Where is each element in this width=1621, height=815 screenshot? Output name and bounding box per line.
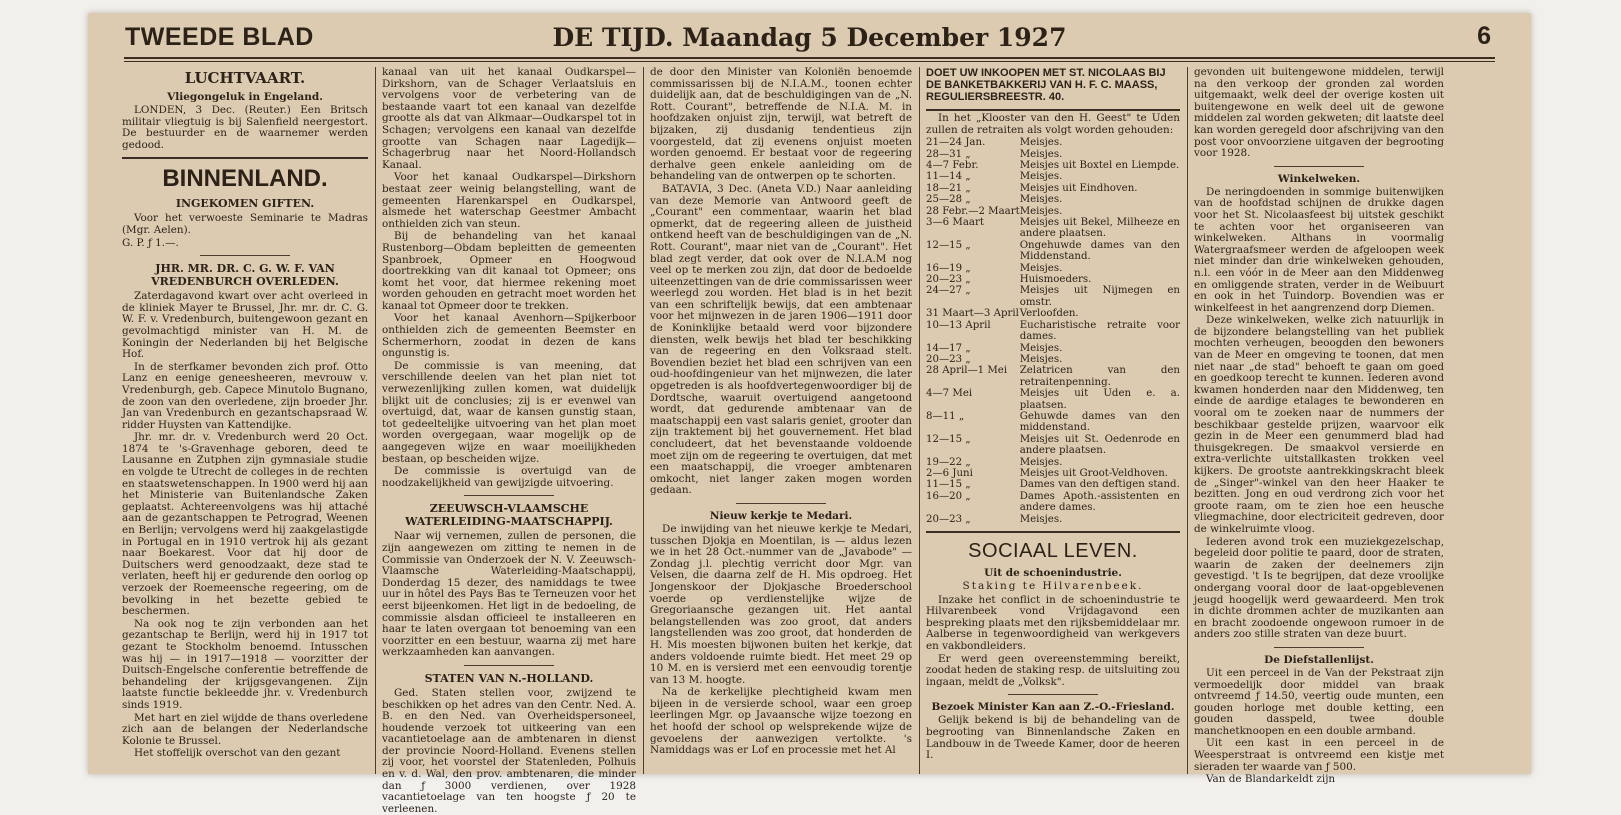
zeeuwsch-paragraph: Naar wij vernemen, zullen de personen, die zijn aangewezen om zitting te nemen in de Commissie van Onderzoek der N. V. Zeeuwsch-Vlaamsche Waterleiding-Maatschappij, Donderdag 15 dezer, des namiddags te twee uur in hôtel des Pays Bas te Terneuzen voor het eerst bijeenkomen. Het ligt in de bedoeling, de commissie alsdan officieel te installeeren en haar te laten overgaan tot benoeming van een voorzitter en een bestuur, waarna zij met hare werkzaamheden kan aanvangen.	[382, 530, 636, 659]
minister-heading: Bezoek Minister Kan aan Z.-O.-Friesland.	[931, 701, 1175, 714]
schedule-description: Gehuwde dames van den middenstand.	[1019, 410, 1180, 434]
column-4	[926, 67, 1180, 774]
column-separator	[1187, 67, 1188, 774]
diefstal-paragraph: Uit een kast in een perceel in de Weesperstraat is ontvreemd een kistje met sieraden ter waarde van ƒ 500.	[1194, 737, 1444, 773]
retraite-schedule	[926, 137, 1180, 525]
schedule-description: Huismoeders.	[1019, 274, 1092, 286]
schedule-date: 16—20 „	[926, 490, 971, 502]
schedule-row	[926, 343, 1180, 354]
staten-heading: STATEN VAN N.-HOLLAND.	[424, 671, 594, 685]
schedule-row	[926, 491, 1180, 514]
schedule-description: Meisjes.	[1019, 342, 1063, 354]
sociaal-paragraph: Inzake het conflict in de schoenindustrie te Hilvarenbeek vond Vrijdagavond een bespreking plaats met den rijksbemiddelaar mr. Aalberse in tegenwoordigheid van werkgevers en vakbondleiders.	[926, 593, 1180, 652]
zeeuwsch-heading: ZEEUWSCH-VLAAMSCHE WATERLEIDING-MAATSCHAPPIJ.	[405, 502, 613, 529]
schedule-date: 2—6 Juni	[926, 467, 973, 479]
schedule-description: Meisjes uit St. Oedenrode en andere plaatsen.	[1019, 433, 1180, 457]
schedule-row	[926, 171, 1180, 182]
schedule-date: 4—7 Mei	[926, 388, 973, 400]
schedule-row	[926, 206, 1180, 217]
newspaper-page	[88, 13, 1531, 815]
schedule-date: 11—14 „	[926, 171, 971, 183]
schedule-description: Meisjes uit Boxtel en Liempde.	[1019, 160, 1180, 171]
column-5	[1194, 66, 1444, 786]
schedule-description: Meisjes uit Groot-Veldhoven.	[1019, 467, 1169, 479]
schedule-description: Dames van den deftigen stand.	[1019, 479, 1180, 491]
vredenburch-paragraph: Jhr. mr. dr. v. Vredenburch werd 20 Oct. 1874 te 's-Gravenhage geboren, deed te Lausanne en Zutphen zijn gymnasiale studie en volgde te Utrecht de colleges in de rechten en staatswetenschappen. In 1900 werd hij aan het Ministerie van Buitenlandsche Zaken geplaatst. Achtereenvolgens was hij attaché aan de gezantschappen te Petrograd, Weenen en Berlijn; vervolgens werd hij zaakgelastigde in Portugal en in 1910 vertrok hij als gezant naar Boekarest. Voor dat hij door de Duitschers werd genoodzaakt, deze stad te verlaten, heeft hij er gedurende den oorlog op verzoek der Roemeensche regeering, om de bevolking in het bezette gebied te beschermen.	[122, 431, 368, 618]
schedule-row	[926, 194, 1180, 205]
schedule-date: 28 April—1 Mei	[926, 365, 1008, 377]
vredenburch-paragraph: Het stoffelijk overschot van den gezant	[134, 747, 341, 760]
giften-heading: INGEKOMEN GIFTEN.	[175, 197, 315, 211]
winkelweken-paragraph: Deze winkelweken, welke zich natuurlijk in de bijzondere belangstelling van het publiek mochten verheugen, beoogden den bewoners van de Meer en omgeving te toonen, dat men niet naar „de stad" behoeft te gaan om goed en goedkoop terecht te kunnen. Iederen avond kwamen honderden naar den Middenweg, ten einde de aardige etalages te bewonderen en vooral om te zoeken naar de nummers der beschikbaar gestelde prijzen, waarvoor elk gezin in de Meer een genummerd blad had thuisgekregen. De smaakvol versierde en extra-verlichte uitstallkasten trokken veel kijkers. De grootste aantrekkingskracht bleek de „Singer"-winkel van den heer Haaker te bezitten. Jong en oud verdrong zich voor het groote raam, om te zien hoe een heusche vliegmachine, door electriciteit gedreven, door de winkelruimte vloog.	[1194, 314, 1444, 535]
schedule-date: 20—23 „	[926, 353, 971, 365]
kanaal-paragraph: De commissie is overtuigd van de noodzakelijkheid van gewijzigde uitvoering.	[382, 465, 636, 489]
luchtvaart-subheading: Vliegongeluk in Engeland.	[167, 91, 323, 103]
schedule-description: Verloofden.	[1019, 308, 1079, 320]
kerkje-heading: Nieuw kerkje te Medari.	[709, 509, 853, 522]
diefstal-paragraph: Van de Blandarkeldt zijn	[1206, 773, 1336, 786]
schedule-date: 20—23 „	[926, 513, 971, 525]
schedule-row	[926, 308, 1180, 319]
schedule-date: 12—15 „	[926, 433, 971, 445]
schedule-row	[926, 274, 1180, 285]
column-2	[382, 66, 636, 815]
schedule-date: 31 Maart—3 April	[926, 308, 1019, 320]
schedule-description: Meisjes.	[1019, 137, 1063, 149]
column-separator	[375, 67, 376, 774]
kerkje-paragraph: De inwijding van het nieuwe kerkje te Medari, tusschen Djokja en Moentilan, is — aldus lezen we in het 28 Oct.-nummer van de „Javabode" — Zondag j.l. plechtig verricht door Mgr. van Velsen, die daarna zelf de H. Mis opdroeg. Het Jongenskoor der Djokjasche Broederschool voerde op verdienstelijke wijze de Gregoriaansche gezangen uit. Het aantal belangstellenden was zoo groot, dat anders langstellenden was zoo groot, dat honderden de H. Mis moesten bijwonen buiten het kerkje, dat anders voldoende ruimte biedt. Het meet 29 op 10 M. en is versierd met een eenvoudig torentje van 13 M. hoogte.	[650, 522, 912, 686]
schedule-description: Zelatricen van den retraitenpenning.	[1019, 365, 1180, 388]
vredenburch-paragraph: Met hart en ziel wijdde de thans overledene zich aan de belangen der Nederlandsche Kolonie te Brussel.	[122, 711, 368, 747]
section-divider	[122, 157, 368, 159]
schedule-description: Meisjes.	[1019, 262, 1063, 274]
binnenland-heading: BINNENLAND.	[162, 165, 328, 193]
schedule-date: 12—15 „	[926, 239, 971, 251]
kanaal-paragraph: De commissie is van meening, dat verschillende deelen van het plan niet tot verwezenlijking zullen komen, wat duidelijk blijkt uit de conclusies; zij is er evenwel van overtuigd, dat, waar de kansen gunstig staan, tot gedeeltelijke uitvoering van het plan moet worden overgegaan, waar mogelijk op de aangegeven wijze en waar moeilijkheden bestaan, op bescheiden wijze.	[382, 359, 636, 465]
luchtvaart-heading: LUCHTVAART.	[184, 69, 306, 87]
luchtvaart-article: LONDEN, 3 Dec. (Reuter.) Een Britsch militair vliegtuig is bij Salenfield neergestort. De bestuurder en de waarnemer werden gedood.	[122, 104, 368, 151]
article-divider	[1274, 166, 1364, 167]
diefstal-heading: De Diefstallenlijst.	[1264, 653, 1374, 666]
schedule-row	[926, 149, 1180, 160]
schedule-row	[926, 217, 1180, 240]
winkelweken-paragraph: Iederen avond trok een muziekgezelschap, begeleid door politie te paard, door de straten, waarin de zaken der deelnemers zijn gevestigd. 't Is te begrijpen, dat deze vroolijke ondergang vooral door de laat-opgeblevenen jeugd hoogelijk werd gewaardeerd. Men trok in dichte drommen achter de muzikanten aan en bracht zoodoende ongewoon rumoer in de anders zoo stille straten van deze buurt.	[1194, 535, 1444, 641]
schedule-description: Meisjes.	[1019, 513, 1063, 525]
advertisement-banner: DOET UW INKOOPEN MET ST. NICOLAAS BIJ DE BANKETBAKKERIJ VAN H. F. C. MAASS, REGULIERSBREESTR. 40.	[926, 67, 1166, 103]
schedule-row	[926, 434, 1180, 457]
giften-amount: G. P. ƒ 1.—.	[122, 236, 179, 249]
newspaper-title-date: DE TIJD. Maandag 5 December 1927	[552, 23, 1067, 52]
kolonien-paragraph: de door den Minister van Koloniën benoemde commissarissen bij de N.I.A.M., toonen echter duidelijk aan, dat de beschuldigingen van de „N. Rott. Courant", betreffende de N.I.A. M. in hoofdzaken onjuist zijn, terwijl, wat betreft de bijzaken, zij dusdanig tendentieus zijn voorgesteld, dat zij evenens onjuist moeten worden genoemd. Er bestaat voor de regeering derhalve geen enkele aanleiding om de behandeling van de ontwerpen op te schorten.	[650, 66, 912, 183]
schedule-row	[926, 285, 1180, 308]
kanaal-paragraph: Voor het kanaal Oudkarspel—Dirkshorn bestaat zeer weinig belangstelling, want de gemeenten Harenkarspel en Oudkarspel, alsmede het waterschap Geestmer Ambacht onthielden zich van steun.	[382, 171, 636, 230]
section-divider	[926, 531, 1180, 533]
schoenindustrie-heading: Uit de schoenindustrie.	[984, 567, 1122, 579]
schedule-date: 4—7 Febr.	[926, 160, 979, 171]
kanaal-paragraph: Bij de behandeling van het kanaal Rustenborg—Obdam bepleitten de gemeenten Spanbroek, Opmeer en Hoogwoud doortrekking van dit kanaal tot Opmeer; ons komt het voor, dat hiermee rekening moet worden gehouden en getracht moet worden het kanaal tot Opmeer door te trekken.	[382, 230, 636, 312]
schedule-description: Meisjes.	[1019, 194, 1063, 206]
schedule-row	[926, 365, 1180, 388]
schedule-date: 21—24 Jan.	[926, 137, 986, 149]
masthead	[88, 13, 1531, 57]
schedule-date: 16—19 „	[926, 262, 971, 274]
kanaal-paragraph: Voor het kanaal Avenhorn—Spijkerboor onthielden zich de gemeenten Beemster en Schermerhorn, zoodat in dezen de kans ongunstig is.	[382, 312, 636, 360]
staten-paragraph: Ged. Staten stellen voor, zwijzend te beschikken op het adres van den Centr. Ned. A. B. en den Ned. van Overheidspersoneel, houdende verzoek tot uitkeering van een vacantietoelage aan de ambtenaren in dienst der provincie Noord-Holland. Evenens stellen zij voor, het voorstel der Statenleden, Polhuis en v. d. Wal, den prov. ambtenaren, die minder dan ƒ 3000 verdienen, over 1928 vacantietoelage van ten hoogste ƒ 20 te verleenen.	[382, 686, 636, 815]
schedule-description: Meisjes.	[1019, 171, 1063, 183]
schedule-date: 28 Febr.—2 Maart	[926, 205, 1020, 217]
minister-paragraph: Gelijk bekend is bij de behandeling van de begrooting van Binnenlandsche Zaken en Landbouw in de Tweede Kamer, door de heeren I.	[926, 714, 1180, 762]
schedule-date: 25—28 „	[926, 194, 971, 206]
masthead-rule	[124, 57, 1495, 59]
vredenburch-heading: JHR. MR. DR. C. G. W. F. VAN VREDENBURCH OVERLEDEN.	[151, 262, 339, 289]
schedule-row	[926, 354, 1180, 365]
schedule-description: Meisjes.	[1019, 205, 1063, 217]
vredenburch-paragraph: Na ook nog te zijn verbonden aan het gezantschap te Berlijn, werd hij in 1917 tot gezant te Stockholm benoemd. Intusschen was hij — in 1917—1918 — voorzitter der Duitsch-Engelsche conferentie betreffende de behandeling der krijgsgevangenen. Zijn laatste functie bekleedde jhr. v. Vredenburch sinds 1919.	[122, 617, 368, 711]
section-divider	[926, 109, 1180, 111]
schedule-date: 28—31 „	[926, 148, 971, 160]
sociaal-heading: SOCIAAL LEVEN.	[968, 540, 1138, 562]
schedule-description: Dames Apoth.-assistenten en andere dames.	[1019, 490, 1180, 514]
staking-heading: Staking te Hilvarenbeek.	[962, 580, 1144, 592]
kolonien-paragraph: BATAVIA, 3 Dec. (Aneta V.D.) Naar aanleiding van deze Memorie van Antwoord geeft de „Courant" een commentaar, waarin het blad opmerkt, dat de regeering alleen de juistheid ontkend heeft van de beschuldigingen van de „N. Rott. Courant", maar niet van de „Courant". Het blad zegt verder, dat ook over de N.I.A.M nog veel op te merken zou zijn, dat door de bedoelde uiteenzettingen van de drie commissarissen weer weerlegd zou worden. Het blad is in het bezit van een schriftelijk bewijs, dat een ambtenaar voor het mijnwezen in de jaren 1906—1911 door de Koninklijke betaald werd voor bijzondere diensten, welk bewijs het blad ter beschikking van de regeering en den Volksraad stelt. Bovendien beziet het blad een schrijven van een oud-hoofdingenieur van het mijnwezen, die later opgetreden is als hoofdvertegenwoordiger bij de Dordtsche, waaruit overtuigend aangetoond wordt, dat gedurende ambtenaar van de maatschappij een vast salaris geniet, grooter dan zijn traktement bij het gouvernement. Het blad concludeert, dat het bevenstaande voldoende moet zijn om de regeering te overtuigen, dat met een maatschappij, die vroeger ambtenaren omkocht, niet langer zaken mogen worden gedaan.	[650, 182, 912, 497]
article-divider	[200, 255, 290, 256]
vredenburch-paragraph: Zaterdagavond kwart over acht overleed in de kliniek Mayer te Brussel, Jhr. mr. dr. C. G. W. F. v. Vredenburch, buitengewoon gezant en gevolmachtigd minister van H. M. de Koningin der Nederlanden bij het Belgische Hof.	[122, 290, 368, 361]
schedule-row	[926, 240, 1180, 263]
schedule-description: Meisjes uit Eindhoven.	[1019, 182, 1138, 194]
column-1	[122, 67, 368, 774]
schedule-row	[926, 457, 1180, 468]
schedule-row	[926, 479, 1180, 490]
schedule-date: 8—11 „	[926, 410, 965, 422]
schedule-description: Meisjes uit Nijmegen en omstr.	[1019, 285, 1180, 308]
article-divider	[464, 495, 554, 496]
begrooting-paragraph: gevonden uit buitengewone middelen, terwijl na den verkoop der gronden zal worden uitgemaakt, welk deel der overige kosten uit buitengewone en welk deel uit de gewone middelen zal worden gekweten; dit laatste deel kan worden geregeld door afschrijving van den post voor onvoorziene uitgaven der begrooting voor 1928.	[1194, 66, 1444, 160]
schedule-date: 14—17 „	[926, 342, 971, 354]
vredenburch-paragraph: In de sterfkamer bevonden zich prof. Otto Lanz en eenige geneesheeren, mevrouw v. Vredenburgh, geb. Capece Minutolo Bugnano, de zoon van den overledene, zijn broeder Jhr. Jan van Vredenburch en gezantschapsraad W. ridder Huysten van Kattendijke.	[122, 360, 368, 431]
schedule-description: Meisjes.	[1019, 353, 1063, 365]
article-divider	[736, 503, 826, 504]
retraite-intro: In het „Klooster van den H. Geest" te Uden zullen de retraiten als volgt worden gehouden:	[926, 112, 1180, 136]
schedule-row	[926, 320, 1180, 343]
column-3	[650, 67, 912, 774]
kanaal-paragraph: kanaal van uit het kanaal Oudkarspel—Dirkshorn, van de Schager Verlaatsluis en vervolgens voor de verbetering van de bestaande vaart tot een kanaal van dezelfde grootte als dat van Alkmaar—Oudkarspel tot in Schagen; vervolgens een kanaal van dezelfde grootte van Schagen naar Lagedijk—Schagerbrug naar het Noord-Hollandsch Kanaal.	[382, 66, 636, 171]
schedule-row	[926, 137, 1180, 148]
schedule-date: 24—27 „	[926, 285, 971, 297]
schedule-row	[926, 160, 1180, 171]
schedule-date: 20—23 „	[926, 274, 971, 286]
schedule-description: Meisjes uit Bekel, Milheeze en andere plaatsen.	[1019, 217, 1180, 240]
schedule-description: Ongehuwde dames van den Middenstand.	[1019, 239, 1180, 263]
article-divider	[1008, 694, 1098, 695]
schedule-description: Meisjes.	[1019, 148, 1063, 160]
schedule-date: 19—22 „	[926, 456, 971, 468]
sociaal-paragraph: Er werd geen overeenstemming bereikt, zoodat heden de staking resp. de uitsluiting zou ingaan, meldt de „Volksk".	[926, 652, 1180, 688]
diefstal-paragraph: Uit een perceel in de Van der Pekstraat zijn vermoedelijk door middel van braak ontvreemd ƒ 14.50, veertig oude munten, een gouden horloge met double ketting, een gouden dasspeld, twee double manchetknoopen en een double armband.	[1194, 666, 1444, 737]
article-divider	[1274, 647, 1364, 648]
winkelweken-paragraph: De neringdoenden in sommige buitenwijken van de hoofdstad schijnen de drukke dagen voor het St. Nicolaasfeest bij uitstek geschikt te achten voor het organiseeren van winkelweken. Althans in voormalig Watergraafsmeer werden de afgeloopen week niet minder dan drie winkelweken gehouden, n.l. een vóór in de Meer aan den Middenweg en omliggende straten, verder in de Weibuurt en ook in het Tuindorp. Bovendien was er winkelfeest in het aangrenzend dorp Diemen.	[1194, 185, 1444, 314]
schedule-description: Meisjes.	[1019, 456, 1063, 468]
winkelweken-heading: Winkelweken.	[1277, 172, 1361, 185]
schedule-row	[926, 183, 1180, 194]
schedule-date: 11—15 „	[926, 479, 971, 491]
column-separator	[643, 67, 644, 774]
masthead-rule-thin	[124, 61, 1495, 62]
schedule-row	[926, 468, 1180, 479]
schedule-description: Eucharistische retraite voor dames.	[1019, 319, 1180, 343]
giften-article: Voor het verwoeste Seminarie te Madras (Mgr. Aelen).	[122, 212, 368, 236]
page-number: 6	[1477, 22, 1491, 50]
schedule-date: 18—21 „	[926, 182, 971, 194]
schedule-row	[926, 388, 1180, 411]
kerkje-paragraph: Na de kerkelijke plechtigheid kwam men bijeen in de versierde school, waar een groep leerlingen Mgr. op Javaansche wijze toezong en het hoofd der school op welsprekende wijze de gevoelens der aanwezigen vertolkte. 's Namiddags was er Lof en processie met het Al	[650, 686, 912, 757]
schedule-row	[926, 411, 1180, 434]
article-divider	[464, 665, 554, 666]
schedule-row	[926, 263, 1180, 274]
schedule-date: 10—13 April	[926, 319, 991, 331]
schedule-row	[926, 514, 1180, 525]
column-separator	[919, 67, 920, 774]
schedule-description: Meisjes uit Uden e. a. plaatsen.	[1019, 388, 1180, 411]
section-label: TWEEDE BLAD	[125, 23, 314, 51]
schedule-date: 3—6 Maart	[926, 217, 984, 229]
